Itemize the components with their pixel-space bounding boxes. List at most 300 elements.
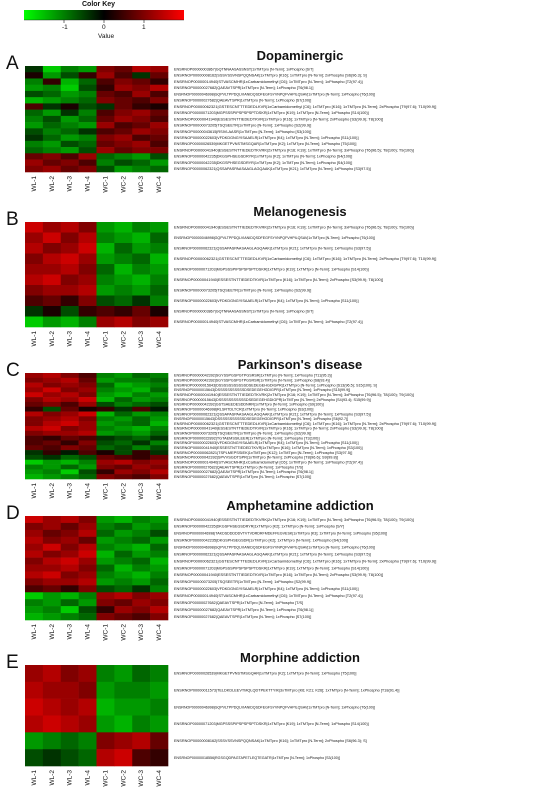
heatmap-cell	[61, 264, 79, 275]
heatmap-cell	[25, 565, 43, 572]
heatmap-cell	[132, 460, 150, 465]
column-label: WL-4	[84, 176, 92, 192]
heatmap-cell	[150, 387, 168, 392]
panel-title: Amphetamine addiction	[226, 498, 374, 513]
row-label: ENSRNOP00000042392|GSTSAEEDESDDNRR|1xTMTpro [N-Term]; 1xPhospho [S9(100)]	[174, 402, 324, 407]
heatmap-cell	[150, 599, 168, 606]
heatmap-cell	[97, 578, 115, 585]
heatmap-cell	[150, 122, 168, 129]
heatmap-cell	[114, 103, 132, 110]
heatmap-cell	[25, 97, 43, 104]
heatmap-cell	[132, 440, 150, 445]
heatmap-cell	[97, 585, 115, 592]
heatmap-cell	[114, 445, 132, 450]
heatmap-cell	[79, 222, 97, 233]
heatmap-cell	[79, 397, 97, 402]
heatmap-cell	[25, 296, 43, 307]
heatmap-cell	[97, 523, 115, 530]
heatmap-cell	[97, 275, 115, 286]
heatmap-cell	[150, 306, 168, 317]
heatmap-cell	[97, 606, 115, 613]
heatmap-cell	[150, 78, 168, 85]
heatmap-cell	[132, 103, 150, 110]
heatmap-cell	[114, 110, 132, 117]
heatmap-cell	[43, 523, 61, 530]
heatmap-cell	[132, 296, 150, 307]
heatmap-cell	[43, 530, 61, 537]
heatmap-cell	[61, 402, 79, 407]
row-label: ENSRNOP00000046998|GQPVLTPPDQLVIANIDQSDFEGFSYVNPQFVHPILQSAV|1xTMTpro [N-Term]; 1xPhospho [T6(100)]	[174, 545, 375, 550]
heatmap-cell	[114, 412, 132, 417]
heatmap-cell	[79, 66, 97, 73]
heatmap-cell	[79, 465, 97, 470]
heatmap-cell	[25, 599, 43, 606]
row-label: ENSRNOP00000022603|VFDKDGNGYISAAELR|1xTMTpro [K4]; 1xTMTpro [N-Term]; 1xPhospho [S11(100)]	[174, 136, 359, 141]
heatmap-cell	[150, 682, 168, 699]
heatmap-cell	[25, 373, 43, 378]
row-label: ENSRNOP00000046998|GQPVLTPPDQLVIANIDQSDFEGFSYVNPQFVHPILQSAV|1xTMTpro [N-Term]; 1xPhospho [T6(100)]	[174, 236, 375, 241]
heatmap-cell	[61, 558, 79, 565]
heatmap-cell	[25, 523, 43, 530]
heatmap-cell	[132, 606, 150, 613]
heatmap-cell	[79, 716, 97, 733]
heatmap-cell	[97, 317, 115, 328]
heatmap-cell	[132, 306, 150, 317]
heatmap-cell	[97, 613, 115, 620]
heatmap-cell	[132, 455, 150, 460]
heatmap-cell	[114, 732, 132, 749]
heatmap-cell	[97, 749, 115, 766]
heatmap-cell	[43, 469, 61, 474]
heatmap-cell	[132, 613, 150, 620]
heatmap-cell	[43, 407, 61, 412]
heatmap-cell	[150, 416, 168, 421]
heatmap-cell	[61, 592, 79, 599]
heatmap-cell	[43, 233, 61, 244]
column-label: WC-3	[138, 624, 146, 641]
heatmap-cell	[114, 699, 132, 716]
heatmap-cell	[61, 306, 79, 317]
heatmap-cell	[79, 103, 97, 110]
heatmap-cell	[132, 166, 150, 173]
heatmap-cell	[61, 166, 79, 173]
heatmap-cell	[114, 387, 132, 392]
heatmap-cell	[114, 91, 132, 98]
heatmap-cell	[97, 544, 115, 551]
heatmap-cell	[114, 530, 132, 537]
heatmap-cell	[150, 699, 168, 716]
heatmap-cell	[132, 544, 150, 551]
heatmap-cell	[25, 431, 43, 436]
heatmap-cell	[97, 285, 115, 296]
heatmap-cell	[132, 243, 150, 254]
heatmap-panel-c	[6, 357, 436, 500]
heatmap-cell	[97, 306, 115, 317]
heatmap-cell	[61, 537, 79, 544]
row-label: ENSRNOP00000071203|MGPSSSPIPSPSPSPTDSKR|1xTMTpro [K19]; 1xTMTpro [N-Term]; 1xPhospho [S14(100)]	[174, 566, 369, 571]
heatmap-cell	[150, 732, 168, 749]
heatmap-cell	[150, 103, 168, 110]
heatmap-cell	[79, 523, 97, 530]
heatmap-cell	[79, 233, 97, 244]
heatmap-cell	[61, 530, 79, 537]
heatmap-cell	[150, 397, 168, 402]
heatmap-cell	[114, 383, 132, 388]
column-label: WC-1	[102, 770, 110, 787]
heatmap-cell	[150, 72, 168, 79]
heatmap-cell	[25, 537, 43, 544]
heatmap-cell	[97, 460, 115, 465]
heatmap-cell	[43, 426, 61, 431]
heatmap-cell	[114, 665, 132, 682]
heatmap-cell	[61, 233, 79, 244]
heatmap-cell	[25, 387, 43, 392]
heatmap-cell	[97, 122, 115, 129]
heatmap-cell	[79, 160, 97, 167]
heatmap-cell	[61, 128, 79, 135]
heatmap-cell	[61, 285, 79, 296]
panel-title: Dopaminergic	[256, 48, 344, 63]
heatmap-cell	[132, 135, 150, 142]
color-key-tick-mid: 0	[102, 24, 106, 31]
heatmap-cell	[25, 530, 43, 537]
heatmap-cell	[150, 592, 168, 599]
heatmap-cell	[79, 551, 97, 558]
row-label: ENSRNOP00000015643|DSSSSSSSSSSSDSEDEGEHGDIGPR|1xTMTpro [N-Term]; 2xPhospho [S4(93.4); S15(99.9)]	[174, 397, 371, 402]
heatmap-cell	[114, 416, 132, 421]
heatmap-cell	[97, 682, 115, 699]
heatmap-cell	[61, 578, 79, 585]
heatmap-cell	[114, 426, 132, 431]
column-label: WL-3	[66, 483, 74, 499]
heatmap-cell	[150, 551, 168, 558]
heatmap-cell	[132, 222, 150, 233]
column-label: WL-1	[30, 176, 38, 192]
heatmap-cell	[132, 147, 150, 154]
row-label: ENSRNOP00000062321|GSTESCNTTTEDEDLKVR|1xCarbamidomethyl [C6]; 1xTMTpro [K16]; 1xTMTpro [N-Term]; 2xPhospho [T9(97.6); T10(99.9)]	[174, 104, 437, 109]
column-label: WL-4	[84, 770, 92, 786]
heatmap-cell	[97, 455, 115, 460]
panel-title: Parkinson's disease	[237, 357, 363, 372]
column-label: WC-3	[138, 770, 146, 787]
heatmap-cell	[114, 166, 132, 173]
heatmap-cell	[61, 160, 79, 167]
heatmap-cell	[43, 128, 61, 135]
heatmap-cell	[114, 122, 132, 129]
row-label: ENSRNOP00000014940|STVASCMHR|1xCarbamidomethyl [C6]; 1xTMTpro [N-Term]; 1xPhospho [T2(97.4)]	[174, 460, 363, 465]
heatmap-cell	[79, 275, 97, 286]
heatmap-cell	[43, 397, 61, 402]
heatmap-cell	[150, 85, 168, 92]
heatmap-cell	[61, 544, 79, 551]
heatmap-cell	[25, 558, 43, 565]
heatmap-cell	[25, 275, 43, 286]
color-key-gradient	[24, 10, 184, 20]
heatmap-cell	[150, 264, 168, 275]
heatmap-cell	[150, 254, 168, 265]
heatmap-cell	[97, 592, 115, 599]
heatmap-cell	[97, 465, 115, 470]
heatmap-cell	[132, 122, 150, 129]
column-label: WC-1	[102, 624, 110, 641]
heatmap-cell	[43, 66, 61, 73]
heatmap-cell	[25, 460, 43, 465]
heatmap-cell	[25, 78, 43, 85]
heatmap-cell	[114, 306, 132, 317]
heatmap-cell	[79, 544, 97, 551]
heatmap-cell	[114, 613, 132, 620]
heatmap-cell	[61, 153, 79, 160]
heatmap-cell	[132, 407, 150, 412]
heatmap-cell	[25, 450, 43, 455]
heatmap-cell	[150, 445, 168, 450]
heatmap-cell	[79, 455, 97, 460]
heatmap-cell	[114, 160, 132, 167]
heatmap-panel-d	[6, 498, 436, 641]
heatmap-cell	[97, 264, 115, 275]
heatmap-cell	[114, 254, 132, 265]
heatmap-cell	[132, 474, 150, 479]
heatmap-cell	[114, 578, 132, 585]
heatmap-cell	[25, 306, 43, 317]
heatmap-cell	[25, 440, 43, 445]
heatmap-cell	[61, 66, 79, 73]
row-label: ENSRNOP00000015643|DSSSSSSSSSSSDSEDEGEHGDIGPR|1xTMTpro [N-Term]; 1xPhospho [S6(92.7)]	[174, 417, 349, 422]
panel-letter: A	[6, 53, 19, 74]
row-label: ENSRNOP00000042235|DKGSPHSEGSDR|1xTMTpro [K2]; 1xTMTpro [N-Term]; 1xPhospho [S4(100)]	[174, 538, 349, 543]
heatmap-cell	[132, 465, 150, 470]
heatmap-cell	[79, 749, 97, 766]
heatmap-cell	[43, 373, 61, 378]
column-label: WL-4	[84, 483, 92, 499]
heatmap-cell	[79, 571, 97, 578]
heatmap-cell	[43, 78, 61, 85]
heatmap-cell	[97, 599, 115, 606]
heatmap-cell	[25, 254, 43, 265]
row-label: ENSRNOP00000046998|RLSRTDLTCR|1xTMTpro [N-Term]; 1xPhospho [S3(100)]	[174, 407, 314, 412]
heatmap-cell	[43, 153, 61, 160]
row-label: ENSRNOP00000008162|SSSVSSVNSPQQNSAK|1xTMTpro [K16]; 1xTMTpro [N-Term]; 2xPhospho [S6(96.3); S]	[174, 739, 367, 744]
row-label: ENSRNOP00000022603|VFDKDGNGYISAAELR|1xTMTpro [K4]; 1xTMTpro [N-Term]; 1xPhospho [S11(100)]	[174, 441, 359, 446]
heatmap-cell	[132, 97, 150, 104]
heatmap-cell	[25, 66, 43, 73]
row-label: ENSRNOP00000015643|DSSSSSSSSSSSDSEDEGEHGDIGPR|1xTMTpro [N-Term]; 1xPhospho [S13(96.5); S15(100); S]	[174, 383, 377, 388]
heatmap-cell	[132, 378, 150, 383]
heatmap-cell	[79, 469, 97, 474]
color-key-tick-high: 1	[142, 24, 146, 31]
heatmap-cell	[79, 296, 97, 307]
heatmap-cell	[132, 551, 150, 558]
heatmap-cell	[132, 116, 150, 123]
heatmap-cell	[114, 469, 132, 474]
heatmap-cell	[150, 110, 168, 117]
heatmap-cell	[79, 450, 97, 455]
panel-title: Morphine addiction	[240, 650, 360, 665]
heatmap-cell	[97, 565, 115, 572]
heatmap-cell	[25, 135, 43, 142]
heatmap-cell	[132, 516, 150, 523]
heatmap-cell	[43, 732, 61, 749]
heatmap-cell	[132, 426, 150, 431]
heatmap-cell	[43, 275, 61, 286]
column-label: WL-1	[30, 624, 38, 640]
heatmap-cell	[97, 469, 115, 474]
heatmap-cell	[43, 558, 61, 565]
heatmap-cell	[61, 716, 79, 733]
heatmap-cell	[43, 551, 61, 558]
heatmap-cell	[150, 141, 168, 148]
heatmap-cell	[43, 431, 61, 436]
heatmap-cell	[97, 85, 115, 92]
heatmap-cell	[61, 426, 79, 431]
heatmap-cell	[43, 416, 61, 421]
heatmap-cell	[61, 412, 79, 417]
row-label: ENSRNOP00000071203|MGPSSSPIPSPSPSPTDSKR|1xTMTpro [K19]; 1xTMTpro [N-Term]; 1xPhospho [S14(100)]	[174, 267, 369, 272]
heatmap-cell	[97, 412, 115, 417]
heatmap-cell	[61, 455, 79, 460]
heatmap-cell	[43, 613, 61, 620]
heatmap-cell	[25, 412, 43, 417]
heatmap-cell	[150, 606, 168, 613]
heatmap-cell	[43, 91, 61, 98]
heatmap-cell	[43, 85, 61, 92]
heatmap-cell	[97, 450, 115, 455]
heatmap-cell	[25, 455, 43, 460]
heatmap-cell	[43, 72, 61, 79]
row-label: ENSRNOP00000042392|SGYSSPGSPGTPGSRSR|1xTMTpro [N-Term]; 1xPhospho [S8(93.4)]	[174, 378, 330, 383]
heatmap-cell	[43, 97, 61, 104]
heatmap-cell	[150, 153, 168, 160]
heatmap-cell	[150, 431, 168, 436]
heatmap-cell	[114, 392, 132, 397]
heatmap-cell	[61, 91, 79, 98]
heatmap-cell	[43, 116, 61, 123]
heatmap-cell	[97, 254, 115, 265]
heatmap-cell	[79, 91, 97, 98]
heatmap-cell	[43, 285, 61, 296]
heatmap-cell	[97, 416, 115, 421]
heatmap-cell	[25, 465, 43, 470]
heatmap-cell	[114, 317, 132, 328]
heatmap-cell	[61, 275, 79, 286]
heatmap-cell	[25, 383, 43, 388]
heatmap-cell	[150, 135, 168, 142]
row-label: ENSRNOP00000026539|MKGETPVNSTMSGQAR|1xTMTpro [K2]; 1xTMTpro [N-Term]; 1xPhospho [T5(100)]	[174, 671, 357, 676]
heatmap-cell	[114, 296, 132, 307]
heatmap-cell	[43, 222, 61, 233]
heatmap-cell	[114, 141, 132, 148]
heatmap-cell	[61, 296, 79, 307]
heatmap-cell	[79, 122, 97, 129]
heatmap-cell	[97, 551, 115, 558]
row-label: ENSRNOP00000026539|MKGETPVNSTMSGQAR|1xTMTpro [K2]; 1xTMTpro [N-Term]; 1xPhospho [T5(100)]	[174, 142, 357, 147]
heatmap-cell	[61, 445, 79, 450]
panel-letter: D	[6, 503, 20, 524]
heatmap-cell	[132, 558, 150, 565]
heatmap-cell	[132, 85, 150, 92]
heatmap-cell	[97, 402, 115, 407]
heatmap-cell	[61, 440, 79, 445]
heatmap-cell	[132, 317, 150, 328]
heatmap-cell	[61, 732, 79, 749]
heatmap-cell	[61, 465, 79, 470]
heatmap-cell	[79, 578, 97, 585]
heatmap-cell	[97, 78, 115, 85]
heatmap-cell	[114, 264, 132, 275]
heatmap-cell	[25, 402, 43, 407]
heatmap-cell	[114, 544, 132, 551]
row-label: ENSRNOP00000014940|STVASCMHR|1xCarbamidomethyl [C6]; 1xTMTpro [N-Term]; 1xPhospho [T2(97.4)]	[174, 79, 363, 84]
heatmap-cell	[25, 141, 43, 148]
heatmap-cell	[43, 474, 61, 479]
heatmap-cell	[43, 440, 61, 445]
heatmap-cell	[79, 264, 97, 275]
heatmap-cell	[79, 585, 97, 592]
row-label: ENSRNOP00000041940|ESSESTNTTIEDEDTKVR|1xTMTpro [K16]; 1xTMTpro [N-Term]; 2xPhospho [S3(99.9); T8(100)]	[174, 573, 384, 578]
heatmap-cell	[97, 243, 115, 254]
row-label: ENSRNOP00000042235|DKGSPHSEGSDRYR|1xTMTpro [K2]; 1xTMTpro [N-Term]; 1xPhospho [S/Y]	[174, 524, 345, 529]
heatmap-cell	[114, 460, 132, 465]
heatmap-cell	[132, 436, 150, 441]
heatmap-cell	[61, 421, 79, 426]
row-label: ENSRNOP00000022603|VFDKDGNGYISAAELR|1xTMTpro [K4]; 1xTMTpro [N-Term]; 1xPhospho [S11(100)]	[174, 587, 359, 592]
heatmap-cell	[150, 530, 168, 537]
heatmap-cell	[114, 153, 132, 160]
heatmap-cell	[97, 378, 115, 383]
heatmap-cell	[25, 243, 43, 254]
heatmap-cell	[132, 537, 150, 544]
heatmap-cell	[132, 128, 150, 135]
heatmap-cell	[25, 445, 43, 450]
column-label: WC-4	[156, 770, 164, 787]
heatmap-cell	[132, 72, 150, 79]
heatmap-cell	[114, 585, 132, 592]
heatmap-cell	[132, 530, 150, 537]
row-label: ENSRNOP00000046998|GQPVLTPPDQLVIANIDQSDFEGFSYVNPQFVHPILQSAV|1xTMTpro [N-Term]; 1xPhospho [T6(100)]	[174, 705, 375, 710]
heatmap-cell	[25, 160, 43, 167]
heatmap-cell	[43, 135, 61, 142]
column-label: WL-2	[48, 624, 56, 640]
heatmap-cell	[79, 599, 97, 606]
heatmap-cell	[79, 383, 97, 388]
heatmap-cell	[132, 416, 150, 421]
heatmap-cell	[132, 110, 150, 117]
heatmap-cell	[132, 682, 150, 699]
heatmap-cell	[61, 243, 79, 254]
row-label: ENSRNOP00000062321|QSSAPASPAASAAGLAGQAAK|1xTMTpro [K21]; 1xTMTpro [N-Term]; 1xPhospho [S3(97.5)]	[174, 412, 371, 417]
heatmap-cell	[114, 66, 132, 73]
row-label: ENSRNOP00000042392|SPVVSGDTSPR|1xTMTpro [N-Term]; 2xPhospho [T8(96.6); S9(99.8)]	[174, 455, 338, 460]
row-label: ENSRNOP00000027682|QAEAVTSPR|1xTMTpro [N-Term]; 1xPhospho [S7(100)]	[174, 98, 312, 103]
heatmap-cell	[61, 317, 79, 328]
heatmap-cell	[25, 285, 43, 296]
heatmap-cell	[97, 516, 115, 523]
heatmap-cell	[79, 474, 97, 479]
heatmap-cell	[43, 141, 61, 148]
heatmap-cell	[25, 426, 43, 431]
heatmap-cell	[61, 72, 79, 79]
heatmap-cell	[79, 85, 97, 92]
heatmap-cell	[25, 147, 43, 154]
heatmap-cell	[61, 599, 79, 606]
heatmap-cell	[61, 606, 79, 613]
heatmap-cell	[132, 275, 150, 286]
heatmap-cell	[150, 412, 168, 417]
heatmap-cell	[43, 160, 61, 167]
heatmap-cell	[43, 166, 61, 173]
heatmap-cell	[79, 243, 97, 254]
row-label: ENSRNOP00000003867|GQTNNAASASSNST|1xTMTpro [N-Term]; 1xPhospho [S/T]	[174, 309, 314, 314]
